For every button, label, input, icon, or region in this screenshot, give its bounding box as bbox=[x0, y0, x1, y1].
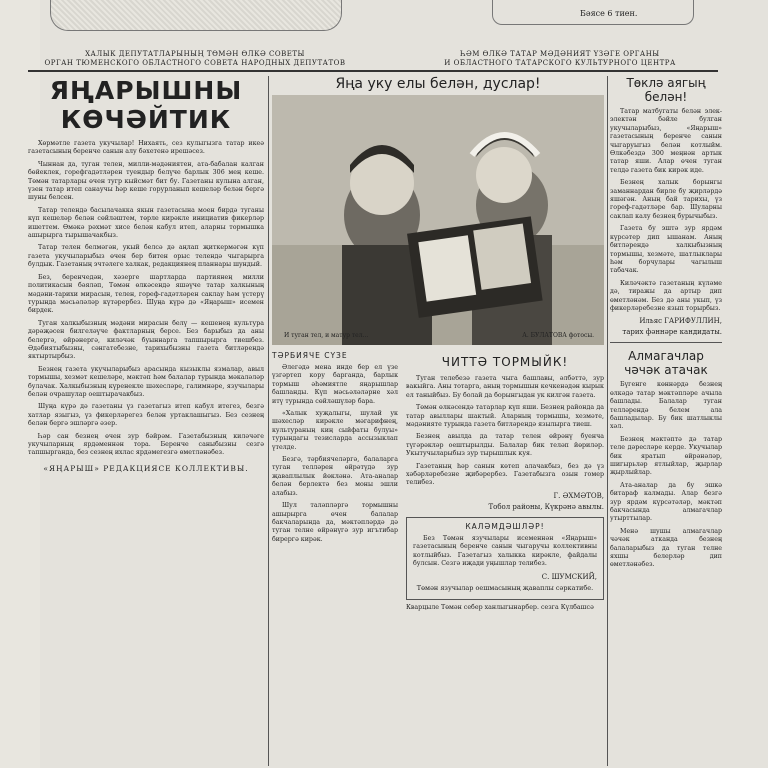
children-photo bbox=[272, 95, 604, 345]
editorial-paragraph: Без, беренчедән, хәзерге шартларда партиянең милли политикасын бәяләп, Төмән өлкәсендә яшәүче татар халкының мәдәни-тарихи мирасын, телен, гореф-гадәтләрен саклау һәм үстерү турында мәсьәләләр күтәрербез. Шуңа күрә дә «Яңарыш» исемен бирдек. bbox=[28, 273, 264, 315]
right-paragraph: Татар матбугаты белән элек-электән бәйле булган укучыларыбыз, «Яңарыш» газетасының беренче санын чыгаруыгыз белән котлыйм. Өлкәбездә 300 меңнән артык татар яши. Алар өчен туган телдә газета бик кирәк иде. bbox=[610, 108, 722, 174]
educator-paragraph: Шул таләпләргә тормышны ашырырга өчен балалар бакчаларында да, мәктәпләрдә дә туган телне өйрәнүгә зур игътибар бирергә кирәк. bbox=[272, 502, 398, 543]
publisher-left bbox=[30, 50, 360, 68]
editorial-signoff: «ЯҢАРЫШ» РЕДАКЦИЯСЕ КОЛЛЕКТИВЫ. bbox=[43, 463, 249, 473]
publisher-right bbox=[410, 50, 710, 68]
publisher-right-line1: ҺӘМ ӨЛКӘ ТАТАР МӘДӘНИЯТ ҮЗӘГЕ ОРГАНЫ bbox=[460, 50, 660, 58]
greeting-box bbox=[406, 517, 604, 600]
article-paragraph: Туган телебезә газета чыга башлавы, әлбәттә, зур вакыйга. Аны тотарга, аның тормышын кечкенәдән кырык ел таныйбыз. Бу болай да борынгыдан ук килгән газета. bbox=[406, 375, 604, 399]
editorial-headline bbox=[28, 76, 264, 134]
article-author-place: Тобол районы, Күкрәнә авылы. bbox=[488, 502, 604, 511]
editorial-paragraph: Һәр сан безнең өчен зур бәйрәм. Газетабызның киләчәге укучыларның ярдәменнән тора. Беренче саныбызны сезгә тапшырганда, без сезнең ихлас ярдәмегезгә өметләнәбез. bbox=[28, 432, 264, 457]
publisher-left-line1: ХАЛЫК ДЕПУТАТЛАРЫНЫҢ ТӨМӘН ӨЛКӘ СОВЕТЫ bbox=[85, 50, 305, 58]
educator-paragraph: «Халык хуҗалыгы, шулай ук шәхесләр кирәкле мәгарифнең, культураның киң сыйфаты булуы» турындагы тезисларда ассызыклап үтелде. bbox=[272, 410, 398, 451]
publisher-left-line2: ОРГАН ТЮМЕНСКОГО ОБЛАСТНОГО СОВЕТА НАРОДНЫХ ДЕПУТАТОВ bbox=[44, 59, 346, 67]
editorial-paragraph: Шуңа күрә дә газетаны үз газетагыз итеп кабул итегез, безгә хатлар языгыз, үз фикерләрегез белән уртаклашыгыз. Без сезнең белән бергә эшләргә әзер. bbox=[28, 403, 264, 428]
column-divider bbox=[268, 76, 269, 766]
greeting-author-role: Төмән язучылар оешмасының җаваплы сәркатибе. bbox=[416, 583, 594, 592]
right-article2-title bbox=[610, 349, 722, 377]
masthead-ornament bbox=[50, 0, 342, 31]
educator-rubric: ТӘРБИЯЧЕ СҮЗЕ bbox=[272, 351, 348, 360]
editorial-paragraph: Чыннан да, туган телен, милли-мәдәниятен, ата-бабалан калган бөйеклек, горефгадәтләрен туендыр белүче барлык 306 мең кеше. Төмән татарлары өчен тугр кыйсмәт бит бу. Газетаны кулына алган, үзен татар итеп санаучы һәр кеше горурланып кешеләр белән бергә шуны белсен. bbox=[28, 160, 264, 202]
article-paragraph: Безнең авылда да татар телен өйрәнү буенча түгәрәкләр оештырылды. Балалар бик теләп йөриләр. Укытучыларыбыз зур тырышлык куя. bbox=[406, 433, 604, 458]
educator-column bbox=[272, 351, 398, 548]
article-paragraph: Төмән өлкәсендә татарлар күп яши. Безнең районда да татар авыллары шактый. Аларның тормышы, хезмәте, мәдәнияте турында газета битләрендә язылырга тиеш. bbox=[406, 404, 604, 429]
right2-paragraph: Ата-аналар да бу эшкә битараф калмады. Алар безгә зур ярдәм күрсәтәләр, мәктәп бакчасында алмагачлар утырттылар. bbox=[610, 481, 722, 523]
right-column bbox=[610, 76, 722, 574]
center-subcolumns bbox=[272, 351, 604, 766]
center-column bbox=[272, 76, 604, 611]
right-paragraph: Газета бу эштә зур ярдәм күрсәтер дип ышанам. Аның битләрендә халкыбызның тормышы, хезмәте, шатлыклары һәм борчулары чагылыш табачак. bbox=[610, 225, 722, 275]
right-article-title: Төклә аягың белән! bbox=[626, 76, 706, 104]
price-label: Бәясе 6 тиен. bbox=[580, 9, 638, 18]
right-author-role: тарих фәннәре кандидаты. bbox=[622, 328, 722, 337]
right-separator bbox=[610, 342, 722, 343]
right2-paragraph: Безнең мәктәптә дә татар теле дәресләре керде. Укучылар бик яратып өйрәнәләр, шигырьләр ятлыйлар, җырлар җырлыйлар. bbox=[610, 435, 722, 477]
editorial-headline-line1: ЯҢАРЫШНЫ bbox=[49, 76, 243, 105]
educator-paragraph: Әлегәдә мена инде бер ел үзе үзгәртеп кору барганда, барлык тормыш әһәмиятле яңарышлар башланды. Күп мәсьәләләрне хәл итү турында сөйләшүләр бара. bbox=[272, 364, 398, 405]
masthead-rule bbox=[28, 70, 718, 72]
greeting-title: КАЛӘМДӘШЛӘР! bbox=[465, 521, 545, 531]
editorial-paragraph: Татар телен белмәгән, укый белсә дә аңлап җиткермәгән күп газета укучыларыбыз өчен бер битен орыс телендә чыгарырга булдык. Газетаның эчтәлеге халкак, редакциянең планнары шундый. bbox=[28, 244, 264, 269]
editorial-headline-line2: КӨЧӘЙТИК bbox=[60, 105, 232, 134]
editorial-paragraph: Хөрмәтле газета укучылар! Нихаять, сез кулыгызга татар икеә газетасының беренче санын алу бәхетенә ирешәсез. bbox=[28, 140, 264, 156]
article-paragraph: Газетаның һәр санын көтеп алачакбыз, без дә үз хәбәрләребезне җибәрербез. Газетабызга озын гомер телибез. bbox=[406, 462, 604, 487]
bottom-line-text: Кварцыле Төмән себер ханлыгынарбер. сезга Күлбашсә bbox=[406, 603, 594, 611]
right-paragraph: Киләчәктә газетаның күләме дә, тиражы да артыр дип өметләнәм. Без дә аны укып, үз фикерләребезне язып торырбыз. bbox=[610, 279, 722, 312]
article-author: Г. ӘХМӘТОВ, bbox=[553, 491, 604, 500]
right-article2-title-line2: чәчәк атачак bbox=[624, 363, 708, 378]
editorial-paragraph: Татар телендә басылачакка якын газетасына моен бирдә туганы күп кешеләр белән сөйләштем, төрле кирәкле инициатив фикерләр ишеттем. Өмәкә рәхмәт хисе белән кабул итеп, аларны тормышка ашырырга тырышачакбыз. bbox=[28, 206, 264, 240]
greeting-author: С. ШУМСКИЙ, bbox=[541, 572, 597, 581]
editorial-column bbox=[28, 76, 264, 473]
educator-paragraph: Безгә, тәрбиячеләргә, балаларга туган телләрен өйрәтүдә зур җаваплылык йөкләнә. Ата-аналар белән берлектә без моны эшли алабыз. bbox=[272, 456, 398, 497]
right-paragraph: Безнең халык борынгы заманнардан бирле бу җирләрдә яшәгән. Аның бай тарихы, үз гореф-гадәтләре бар. Шуларны саклап калу безнең бурычыбыз. bbox=[610, 179, 722, 220]
right-article2-title-line1: Алмагачлар bbox=[628, 349, 704, 364]
children-photo-image bbox=[272, 95, 604, 345]
article-column bbox=[406, 351, 604, 616]
column-divider bbox=[607, 76, 608, 766]
photo-caption: И туган тел, и матур тел... bbox=[284, 332, 369, 339]
article-title: ЧИТТӘ ТОРМЫЙК! bbox=[441, 355, 569, 369]
greeting-banner: Яңа уку елы белән, дуслар! bbox=[335, 76, 541, 92]
photo-credit: А. БУЛАТОВА фотосы. bbox=[522, 332, 594, 339]
right2-paragraph: Бүгенге көннәрдә безнең өлкәдә татар мәктәпләре ачыла башлады. Балалар туган телләрендә белем ала башладылар. Бу бик шатлыклы хәл. bbox=[610, 381, 722, 431]
editorial-paragraph: Безнең газета укучыларыбыз арасында кызыклы язмалар, авыл тормышы, хезмәт кешеләре, мәктәп һәм балалар турында мәкаләләр булачак. Халкыбызның күренекле шәхесләре, галимнәре, язучылары белән очрашулар оештырачакбыз. bbox=[28, 365, 264, 398]
right-author: Ильяс ГАРИФУЛЛИН, bbox=[639, 317, 722, 326]
right2-paragraph: Менә шушы алмагачлар чәчәк атканда безнең балаларыбыз да туган телне яхшы белерләр дип өметләнәбез. bbox=[610, 527, 722, 569]
greeting-text: Без Төмән язучылары исеменнән «Яңарыш» газетасының беренче санын чыгаручы коллективны котлыйбыз. Газетагыз халыкка кирәкле, файдалы булсын. Сезгә иҗади уңышлар телибез. bbox=[413, 534, 597, 568]
publisher-right-line2: И ОБЛАСТНОГО ТАТАРСКОГО КУЛЬТУРНОГО ЦЕНТРА bbox=[444, 59, 676, 67]
editorial-paragraph: Туган халкыбызның мәдәни мирасын белү — кешенең культура дәрәҗәсен билгеләүче фактларның берсе. Без барыбыз да аны белергә, өйрәнергә, киләчәк буыннарга тапшырырга тиешбез. Әдәбиятыбызны, сәнгатебезне, тарихыбызны газета битләрендә яктыртырбыз. bbox=[28, 319, 264, 361]
